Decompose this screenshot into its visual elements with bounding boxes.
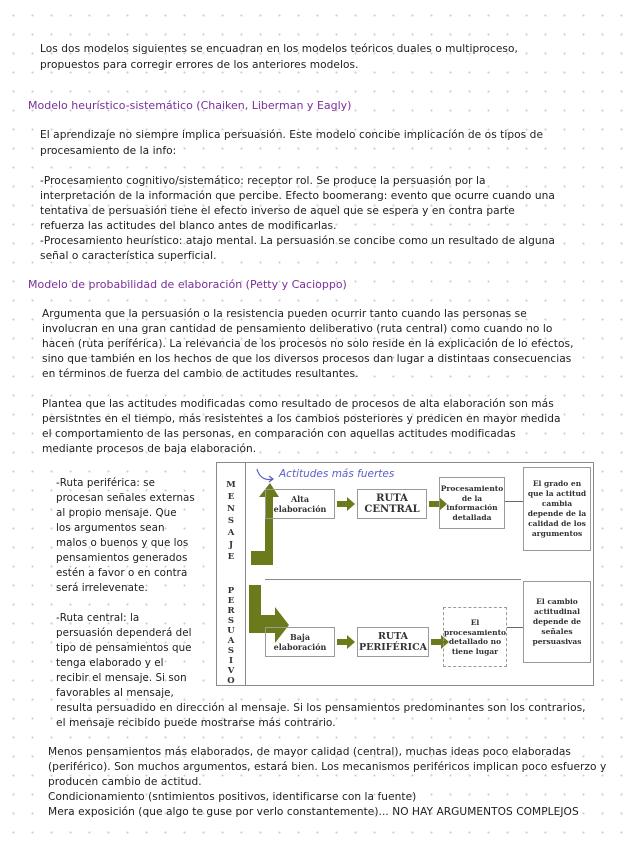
diagram-divider xyxy=(245,463,246,685)
letter: N xyxy=(227,504,235,514)
elaboration-p2-line-1: Plantea que las actitudes modificadas como resultado de procesos de alta elaboración son más xyxy=(42,398,554,410)
heuristic-item-2: interpretación de la información que percibe. Efecto boomerang: evento que ocurre cuando una xyxy=(40,190,555,202)
connector-peripheral-result xyxy=(507,627,523,628)
note-line-5: Mera exposición (que algo te guse por verlo constantemente)... NO HAY ARGUMENTOS COMPLEJOS xyxy=(48,806,579,818)
box-detailed-processing: Procesamiento de la información detallada xyxy=(439,477,505,529)
heuristic-item-1: -Procesamiento cognitivo/sistemático: receptor rol. Se produce la persuasión por la xyxy=(40,175,486,187)
connector-central-result xyxy=(505,501,523,502)
side-peripheral-6: pensamientos generados xyxy=(56,552,188,564)
after-diagram-2: el mensaje recibido puede mostrarse más contrario. xyxy=(56,717,336,729)
letter: I xyxy=(229,656,233,666)
elaboration-p1-line-2: involucran en una gran cantidad de pensamiento deliberativo (ruta central) como cuando no lo xyxy=(42,323,553,335)
note-line-2: (periférico). Son muchos argumentos, estará bien. Los mecanismos periféricos implican poco esfuerzo y xyxy=(48,761,607,773)
elaboration-p2-line-4: mediante procesos de baja elaboración. xyxy=(42,443,257,455)
heading-elaboration-model: Modelo de probabilidad de elaboración (Petty y Cacioppo) xyxy=(28,278,347,291)
elaboration-p1-line-3: hacen (ruta periférica). La relevancia de los procesos no solo reside en la explicación de lo efectos, xyxy=(42,338,574,350)
side-peripheral-2: procesan señales externas xyxy=(56,492,195,504)
elaboration-p1-line-4: sino que también en los hechos de que los diversos procesos dan lugar a distintaas consecuencias xyxy=(42,353,572,365)
intro-line-2: propuestos para corregir errores de los anteriores modelos. xyxy=(40,59,359,71)
letter: E xyxy=(227,492,235,502)
letter: P xyxy=(227,586,235,596)
letter: A xyxy=(227,636,235,646)
annotation-stronger-attitudes: Actitudes más fuertes xyxy=(279,468,395,480)
box-central-result: El grado en que la actitud cambia depende de la calidad de los argumentos xyxy=(523,467,591,551)
elaboration-p2-line-3: el comportamiento de las personas, en comparación con aquellas actitudes modificadas xyxy=(42,428,516,440)
intro-line-1: Los dos modelos siguientes se encuadran en los modelos teóricos duales o multiproceso, xyxy=(40,43,518,55)
letter: J xyxy=(228,540,234,550)
box-peripheral-result: El cambio actitudinal depende de señales persuasivas xyxy=(523,581,591,663)
side-peripheral-8: será irrelevenate. xyxy=(56,582,148,594)
side-central-2: persuasión dependerá del xyxy=(56,627,192,639)
heuristic-item-5: -Procesamiento heurístico: atajo mental. La persuasión se concibe como un resultado de alguna xyxy=(40,235,555,247)
letter: E xyxy=(227,596,235,606)
letter: R xyxy=(227,606,235,616)
box-central-route: RUTA CENTRAL xyxy=(357,489,427,519)
heuristic-item-6: señal o característica superficial. xyxy=(40,250,217,262)
letter: V xyxy=(227,666,235,676)
letter: U xyxy=(227,626,235,636)
side-central-4: tenga elaborado y el xyxy=(56,657,164,669)
note-line-4: Condicionamiento (sntimientos positivos, identificarse con la fuente) xyxy=(48,791,417,803)
elaboration-likelihood-diagram xyxy=(216,462,594,686)
heuristic-intro-1: El aprendizaje no siempre implica persuasión. Este modelo concibe implicación de os tipos de xyxy=(40,129,544,141)
heuristic-item-4: refuerza las actitudes del blanco antes de modificarlas. xyxy=(40,220,337,232)
arrow-high-to-central xyxy=(337,497,355,511)
annotation-curve xyxy=(255,465,277,483)
letter: S xyxy=(227,646,235,656)
letter: S xyxy=(227,516,235,526)
heuristic-intro-2: procesamiento de la info: xyxy=(40,145,177,157)
side-peripheral-3: al propio mensaje. Que xyxy=(56,507,177,519)
note-line-3: producen cambio de actitud. xyxy=(48,776,202,788)
side-peripheral-1: -Ruta periférica: se xyxy=(56,477,155,489)
note-line-1: Menos pensamientos más elaborados, de mayor calidad (central), muchas ideas poco elaboradas xyxy=(48,746,571,758)
letter: A xyxy=(227,528,235,538)
side-central-1: -Ruta central: la xyxy=(56,612,140,624)
box-low-elaboration: Baja elaboración xyxy=(265,627,335,657)
side-peripheral-5: malos o buenos y que los xyxy=(56,537,189,549)
elaboration-p1-line-1: Argumenta que la persuasión o la resistencia pueden ocurrir tanto cuando las personas se xyxy=(42,308,527,320)
letter: S xyxy=(227,616,235,626)
side-central-6: favorables al mensaje, xyxy=(56,687,174,699)
side-central-5: recibir el mensaje. Si son xyxy=(56,672,187,684)
box-no-detailed-processing: El procesamiento detallado no tiene lugar xyxy=(443,607,507,667)
after-diagram-1: resulta persuadido en dirección al mensaje. Si los pensamientos predominantes son los contrarios, xyxy=(56,702,586,714)
box-high-elaboration: Alta elaboración xyxy=(265,489,335,519)
box-peripheral-route: RUTA PERIFÉRICA xyxy=(357,627,429,657)
elaboration-p1-line-5: en términos de fuerza del cambio de actitudes resultantes. xyxy=(42,368,359,380)
heuristic-item-3: tentativa de persuasión tiene el efecto inverso de aquel que se espera y en contra parte xyxy=(40,205,515,217)
letter: O xyxy=(227,676,235,686)
letter: E xyxy=(227,552,235,562)
side-central-3: tipo de pensamientos que xyxy=(56,642,192,654)
side-peripheral-4: los argumentos sean xyxy=(56,522,165,534)
heading-heuristic-model: Modelo heurístico-sistemático (Chaiken, Liberman y Eagly) xyxy=(28,99,352,112)
arrow-low-to-peripheral xyxy=(337,635,355,649)
diagram-row-separator xyxy=(265,579,521,580)
elaboration-p2-line-2: persistntes en el tiempo, más resistentes a los cambios posteriores y predicen en mayor medida xyxy=(42,413,561,425)
side-peripheral-7: estén a favor o en contra xyxy=(56,567,188,579)
letter: M xyxy=(226,480,236,490)
